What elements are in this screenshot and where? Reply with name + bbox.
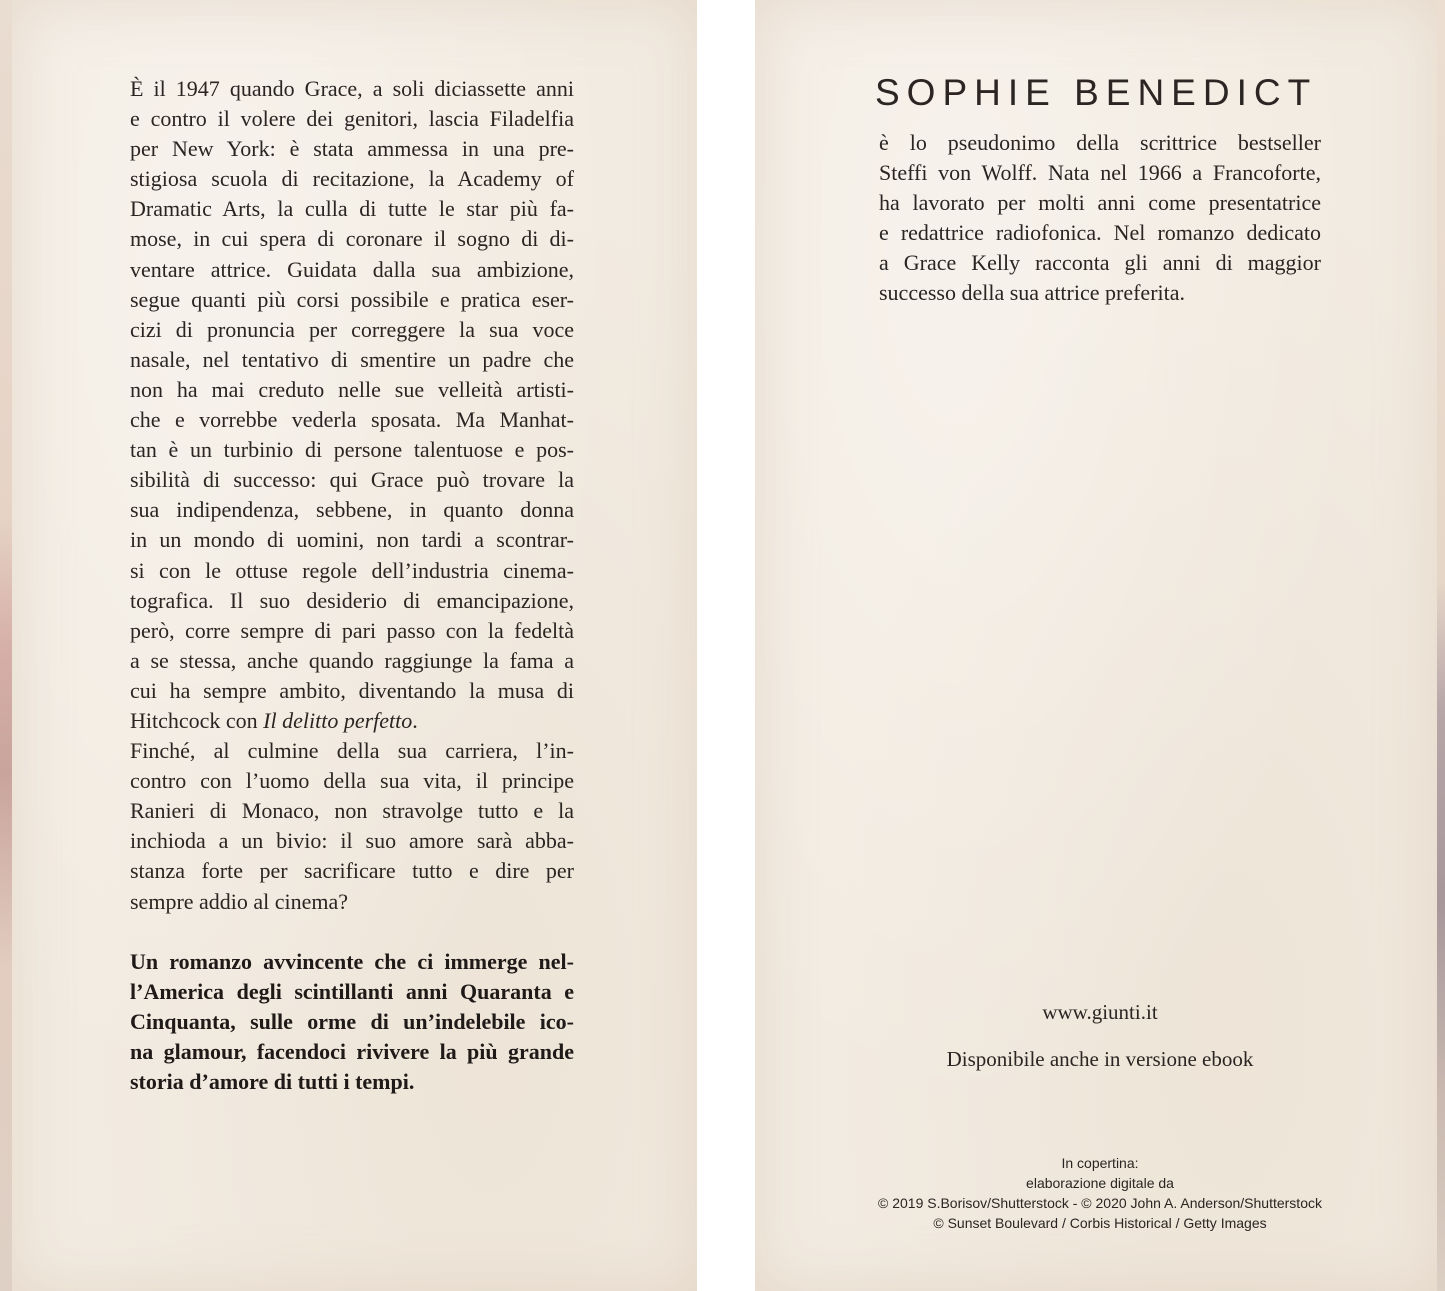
back-cover-panel [12,0,697,1291]
synopsis-line: Finché, al culmine della sua carriera, l’in- [130,738,574,764]
bio-line: è lo pseudonimo della scrittrice bestseller [879,130,1321,155]
tagline-line: l’America degli scintillanti anni Quaranta e [130,978,574,1004]
synopsis-line: tan è un turbinio di persone talentuose e pos- [130,437,574,463]
hitchcock-suffix: . [412,707,418,733]
tagline-line: storia d’amore di tutti i tempi. [130,1069,415,1094]
author-name: SOPHIE BENEDICT [875,72,1318,113]
synopsis-line: inchioda a un bivio: il suo amore sarà abba- [130,828,574,854]
synopsis-paragraph-2 [130,736,574,917]
synopsis-line: stanza forte per sacrificare tutto e dire per [130,858,574,884]
tagline-line: na glamour, facendoci rivivere la più grande [130,1038,574,1064]
synopsis-line: cui ha sempre ambito, diventando la musa di [130,677,574,703]
synopsis-line: però, corre sempre di pari passo con la fedeltà [130,617,574,643]
synopsis-line: non ha mai creduto nelle sue velleità artisti- [130,376,574,402]
bio-line: successo della sua attrice preferita. [879,280,1186,306]
synopsis-line: mose, in cui spera di coronare il sogno di di- [130,226,574,252]
cover-photo-edge-right [1437,0,1445,1291]
synopsis-line: È il 1947 quando Grace, a soli diciassette anni [130,76,574,101]
synopsis-line: segue quanti più corsi possibile e pratica eser- [130,286,574,312]
credit-line: © Sunset Boulevard / Corbis Historical / Getty Images [933,1215,1267,1231]
tagline-line: Cinquanta, sulle orme di un’indelebile ico- [130,1008,574,1034]
credit-line: elaborazione digitale da [1026,1175,1174,1191]
synopsis-line: cizi di pronuncia per correggere la sua voce [130,316,574,342]
flap-panel [755,0,1437,1291]
bio-line: Steffi von Wolff. Nata nel 1966 a Francoforte, [879,160,1321,186]
synopsis-line: si con le ottuse regole dell’industria cinema- [130,557,574,583]
synopsis-line: a se stessa, anche quando raggiunge la fama a [130,647,574,673]
page-gap [697,0,755,1291]
cover-credits [755,1153,1445,1233]
hitchcock-prefix: Hitchcock con [130,707,264,733]
synopsis-line: nasale, nel tentativo di smentire un padre che [130,346,574,372]
synopsis-line: ventare attrice. Guidata dalla sua ambizione, [130,256,574,282]
synopsis-line: Dramatic Arts, la culla di tutte le star più fa- [130,196,574,222]
film-title: Il delitto perfetto [263,707,413,733]
synopsis-line: e contro il volere dei genitori, lascia Filadelfia [130,106,574,132]
credit-line: In copertina: [1061,1155,1139,1171]
synopsis-paragraph-1 [130,74,574,736]
synopsis-line: Ranieri di Monaco, non stravolge tutto e la [130,798,574,824]
synopsis-line: in un mondo di uomini, non tardi a scontrar- [130,527,574,553]
synopsis-line: contro con l’uomo della sua vita, il principe [130,768,574,794]
synopsis-line: che e vorrebbe vederla sposata. Ma Manhat- [130,407,574,433]
synopsis-line: sempre addio al cinema? [130,888,349,914]
bio-line: e redattrice radiofonica. Nel romanzo dedicato [879,220,1321,246]
publisher-website: www.giunti.it [1042,1000,1158,1024]
synopsis-line: sua indipendenza, sebbene, in quanto donna [130,497,574,523]
synopsis-line: sibilità di successo: qui Grace può trovare la [130,467,574,493]
bio-line: a Grace Kelly racconta gli anni di maggior [879,250,1321,276]
tagline-paragraph [130,947,574,1097]
author-bio [879,128,1321,309]
tagline-line: Un romanzo avvincente che ci immerge nel- [130,948,574,974]
ebook-note: Disponibile anche in versione ebook [946,1047,1254,1071]
cover-photo-edge-left [0,0,12,1291]
bio-line: ha lavorato per molti anni come presentatrice [879,190,1321,216]
synopsis-line-hitchcock [130,706,574,736]
synopsis-line: per New York: è stata ammessa in una pre- [130,136,574,162]
synopsis-line: tografica. Il suo desiderio di emancipazione, [130,587,574,613]
credit-line: © 2019 S.Borisov/Shutterstock - © 2020 John A. Anderson/Shutterstock [878,1195,1322,1211]
synopsis-line: stigiosa scuola di recitazione, la Academy of [130,166,574,192]
synopsis-block [130,74,574,1097]
